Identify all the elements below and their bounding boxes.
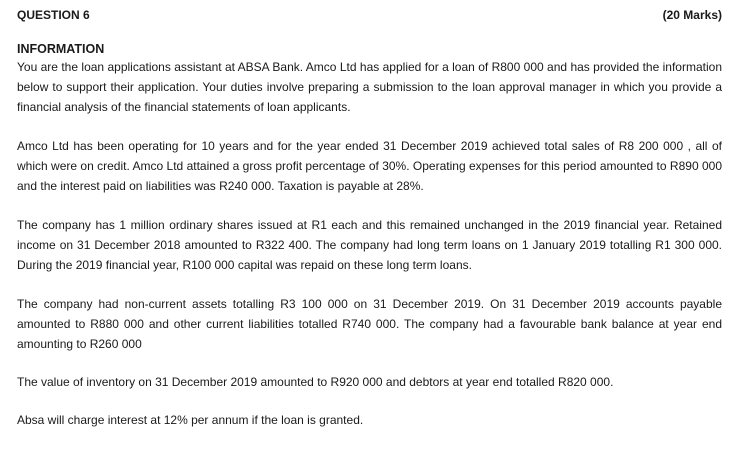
question-marks: (20 Marks) [662, 8, 722, 22]
paragraph-spacer [17, 196, 722, 215]
paragraph-spacer [17, 275, 722, 294]
paragraph-operations: Amco Ltd has been operating for 10 years and for the year ended 31 December 2019 achieved total sales of R8 200 000 , all of which were on credit. Amco Ltd attained a gross profit percentage of 30%. Operating expenses for this period amounted to R890 000 and the interest paid on liabilities was R240 000. Taxation is payable at 28%. [17, 139, 722, 193]
question-label: QUESTION 6 [17, 8, 90, 22]
question-header [17, 7, 722, 23]
paragraph-equity-loans: The company has 1 million ordinary shares issued at R1 each and this remained unchanged in the 2019 financial year. Retained income on 31 December 2018 amounted to R322 400. The company had long term loans on 1 January 2019 totalling R1 300 000. During the 2019 financial year, R100 000 capital was repaid on these long term loans. [17, 218, 722, 272]
paragraph-interest-rate: Absa will charge interest at 12% per annum if the loan is granted. [17, 413, 364, 427]
paragraph-inventory-debtors: The value of inventory on 31 December 2019 amounted to R920 000 and debtors at year end totalled R820 000. [17, 375, 614, 389]
paragraph-spacer [17, 354, 722, 372]
paragraph-assets-liabilities: The company had non-current assets totalling R3 100 000 on 31 December 2019. On 31 December 2019 accounts payable amounted to R880 000 and other current liabilities totalled R740 000. The company had a favourable bank balance at year end amounting to R260 000 [17, 297, 722, 351]
section-title: INFORMATION [17, 42, 105, 56]
paragraph-spacer [17, 392, 722, 410]
paragraph-loan-application: You are the loan applications assistant at ABSA Bank. Amco Ltd has applied for a loan of R800 000 and has provided the information below to support their application. Your duties involve preparing a submission to the loan approval manager in which you provide a financial analysis of the financial statements of loan applicants. [17, 60, 722, 114]
paragraph-spacer [17, 117, 722, 136]
